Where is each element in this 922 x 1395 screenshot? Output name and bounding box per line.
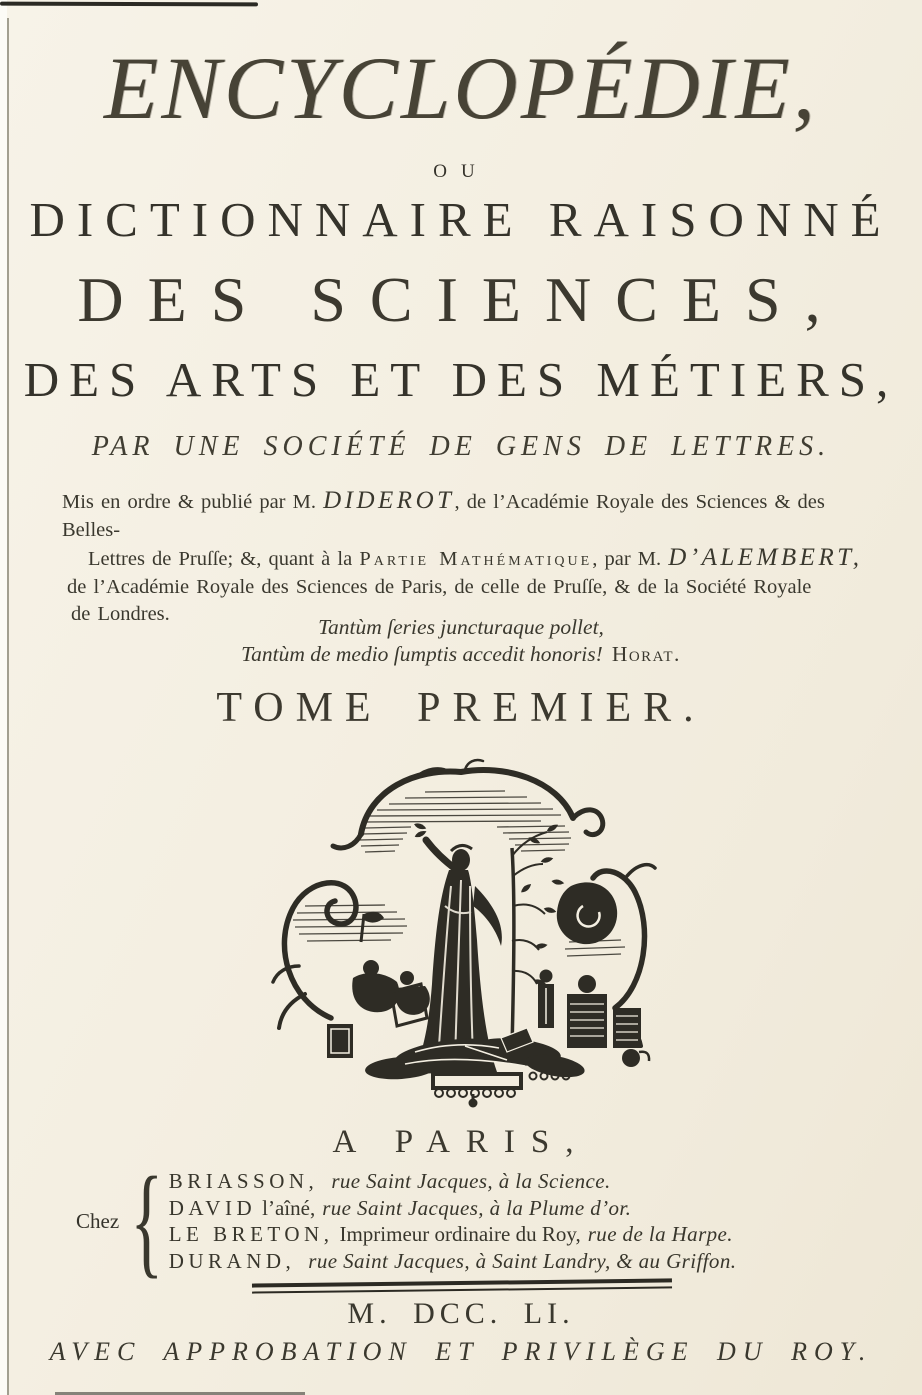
editors-text: Mis en ordre & publié par M. bbox=[62, 491, 324, 513]
tome-heading: TOME PREMIER. bbox=[216, 685, 706, 731]
rule-thin bbox=[252, 1286, 672, 1293]
imprint-brace: { bbox=[130, 1152, 164, 1289]
main-title: ENCYCLOPÉDIE, bbox=[104, 40, 818, 138]
subtitle-sciences: DES SCIENCES, bbox=[77, 264, 845, 335]
imprint-block bbox=[76, 1152, 737, 1289]
society-byline: PAR UNE SOCIÉTÉ DE GENS DE LETTRES. bbox=[91, 431, 831, 462]
subtitle-dictionnaire: DICTIONNAIRE RAISONNÉ bbox=[29, 192, 893, 247]
publisher-name: BRIASSON, bbox=[168, 1169, 319, 1193]
editors-paragraph bbox=[62, 487, 872, 629]
publisher-name: LE BRETON, bbox=[168, 1222, 334, 1246]
double-rule-divider bbox=[252, 1278, 672, 1293]
publisher-roman: Imprimeur ordinaire du Roy, bbox=[339, 1222, 581, 1246]
ou-word: OU bbox=[433, 161, 489, 182]
publisher-roman: l’aîné, bbox=[262, 1195, 316, 1220]
publisher-address: rue Saint Jacques, à la Plume d’or. bbox=[322, 1195, 632, 1220]
editors-text: , de l’Académie Royale des Sciences & des Belles- bbox=[62, 491, 825, 541]
editor-name-diderot: DIDEROT bbox=[323, 487, 455, 514]
editors-line bbox=[62, 487, 872, 544]
publisher-name: DAVID bbox=[168, 1195, 257, 1220]
date-roman-numerals: M. DCC. LI. bbox=[347, 1297, 575, 1330]
quote-text: Tantùm de medio ſumptis accedit honoris! bbox=[241, 642, 603, 666]
subtitle-arts-metiers: DES ARTS ET DES MÉTIERS, bbox=[23, 352, 899, 407]
title-vignette-engraving-icon bbox=[265, 756, 657, 1108]
scan-edge-line-top bbox=[0, 2, 258, 7]
privilege-line: AVEC APPROBATION ET PRIVILÈGE DU ROY. bbox=[49, 1337, 873, 1366]
publisher-address: rue de la Harpe. bbox=[587, 1222, 733, 1246]
publisher-name: DURAND, bbox=[168, 1248, 296, 1273]
publisher-address: rue Saint Jacques, à la Science. bbox=[331, 1169, 611, 1193]
editors-line: de Londres. bbox=[71, 603, 170, 625]
partie-mathematique-label: Partie Mathématique bbox=[359, 548, 593, 570]
latin-quote bbox=[0, 614, 922, 668]
editors-text: , par M. bbox=[592, 548, 669, 570]
editors-line bbox=[62, 544, 872, 574]
publisher-row-david bbox=[169, 1195, 737, 1222]
editors-text: Lettres de Pruſſe; &, quant à la bbox=[88, 548, 360, 570]
paris-heading: A PARIS, bbox=[332, 1124, 590, 1160]
publisher-row-durand bbox=[169, 1248, 737, 1275]
quote-line-2 bbox=[0, 641, 922, 668]
editor-name-dalembert: D’ALEMBERT, bbox=[668, 544, 863, 571]
publisher-list bbox=[169, 1168, 737, 1274]
quote-line-1: Tantùm ſeries juncturaque pollet, bbox=[318, 615, 604, 639]
editors-line: de l’Académie Royale des Sciences de Paris, de celle de Pruſſe, & de la Société Royale bbox=[67, 575, 812, 598]
chez-label: Chez bbox=[76, 1208, 120, 1233]
publisher-row-briasson bbox=[169, 1168, 737, 1195]
quote-attribution: Horat. bbox=[611, 642, 681, 666]
publisher-address: rue Saint Jacques, à Saint Landry, & au Griffon. bbox=[308, 1248, 737, 1273]
publisher-row-lebreton bbox=[169, 1221, 737, 1248]
